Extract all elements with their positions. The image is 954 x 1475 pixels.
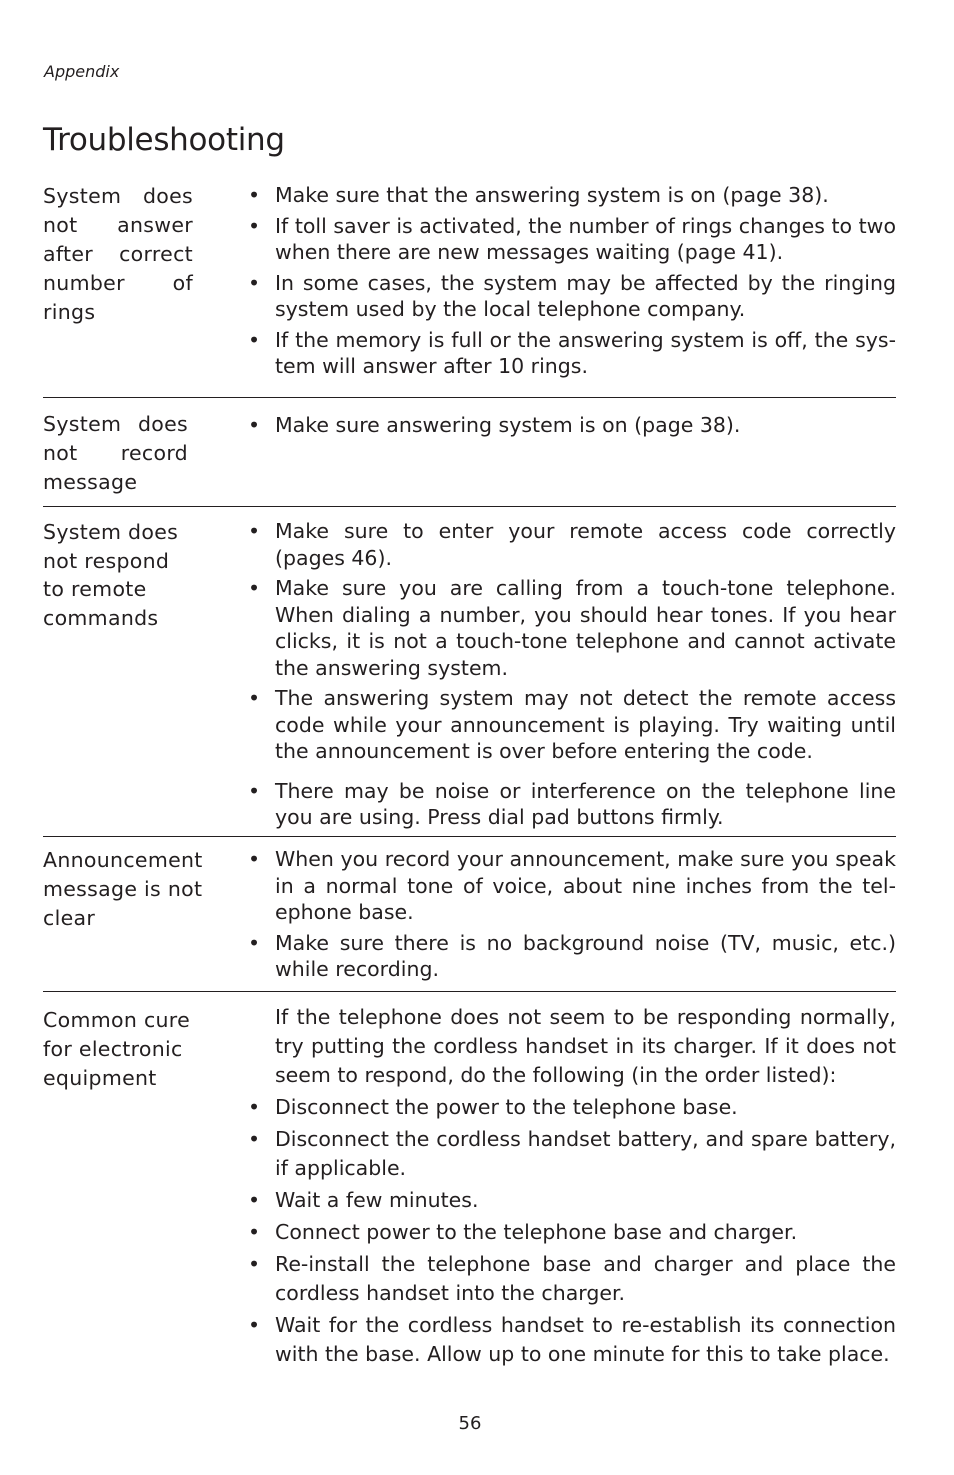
solution-item: • Make sure that the answering system is on (page 38). (248, 182, 896, 209)
solution-item: • Wait a few minutes. (248, 1186, 896, 1215)
solution-item: • In some cases, the system may be affected by the ringing system used by the local telephone company. (248, 270, 896, 323)
solution-item: • Connect power to the telephone base and charger. (248, 1218, 896, 1247)
solution-item: • Disconnect the power to the telephone base. (248, 1093, 896, 1122)
solution-item: • Disconnect the cordless handset battery, and spare battery, if applicable. (248, 1125, 896, 1183)
divider (43, 397, 896, 398)
solution-list (248, 1093, 896, 1369)
problem-label: System does not respond to remote commands (43, 520, 179, 630)
solution-list (248, 182, 896, 380)
solution-item: • If toll saver is activated, the number of rings changes to two when there are new messages waiting (page 41). (248, 213, 896, 266)
solution-item: • Re-install the telephone base and charger and place the cordless handset into the charger. (248, 1250, 896, 1308)
page-number: 56 (458, 1413, 482, 1434)
running-header: Appendix (44, 62, 120, 81)
solution-item: • Wait for the cordless handset to re-establish its connection with the base. Allow up to one minute for this to take place. (248, 1311, 896, 1369)
page-title: Troubleshooting (43, 122, 285, 158)
intro-paragraph: If the telephone does not seem to be responding normally, try putting the cordless handset in its charger. If it does not seem to respond, do the following (in the order listed): (275, 1005, 896, 1087)
divider (43, 991, 896, 992)
solution-item: • Make sure you are calling from a touch-tone telephone. When dialing a number, you should hear tones. If you hear clicks, it is not a touch-tone telephone and cannot activate the answering system. (248, 575, 896, 681)
problem-label: System does not record message (43, 412, 188, 494)
solution-item: • If the memory is full or the answering system is off, the sys-tem will answer after 10 rings. (248, 327, 896, 380)
solution-list (248, 412, 896, 439)
solution-item: • Make sure answering system is on (page 38). (248, 412, 896, 439)
solution-item: • The answering system may not detect the remote access code while your announcement is playing. Try waiting until the announcement is over before entering the code. (248, 685, 896, 765)
solution-item: • There may be noise or interference on the telephone line you are using. Press dial pad buttons firmly. (248, 778, 896, 831)
solution-list (248, 518, 896, 831)
solution-item: • When you record your announcement, make sure you speak in a normal tone of voice, about nine inches from the tel-ephone base. (248, 846, 896, 926)
problem-label: Announcement message is not clear (43, 848, 203, 930)
problem-label: System does not answer after correct number of rings (43, 184, 193, 324)
solution-item: • Make sure there is no background noise (TV, music, etc.) while recording. (248, 930, 896, 983)
divider (43, 506, 896, 507)
solution-list (248, 846, 896, 983)
divider (43, 836, 896, 837)
problem-label: Common cure for electronic equipment (43, 1008, 191, 1090)
solution-item: • Make sure to enter your remote access code correctly (pages 46). (248, 518, 896, 571)
